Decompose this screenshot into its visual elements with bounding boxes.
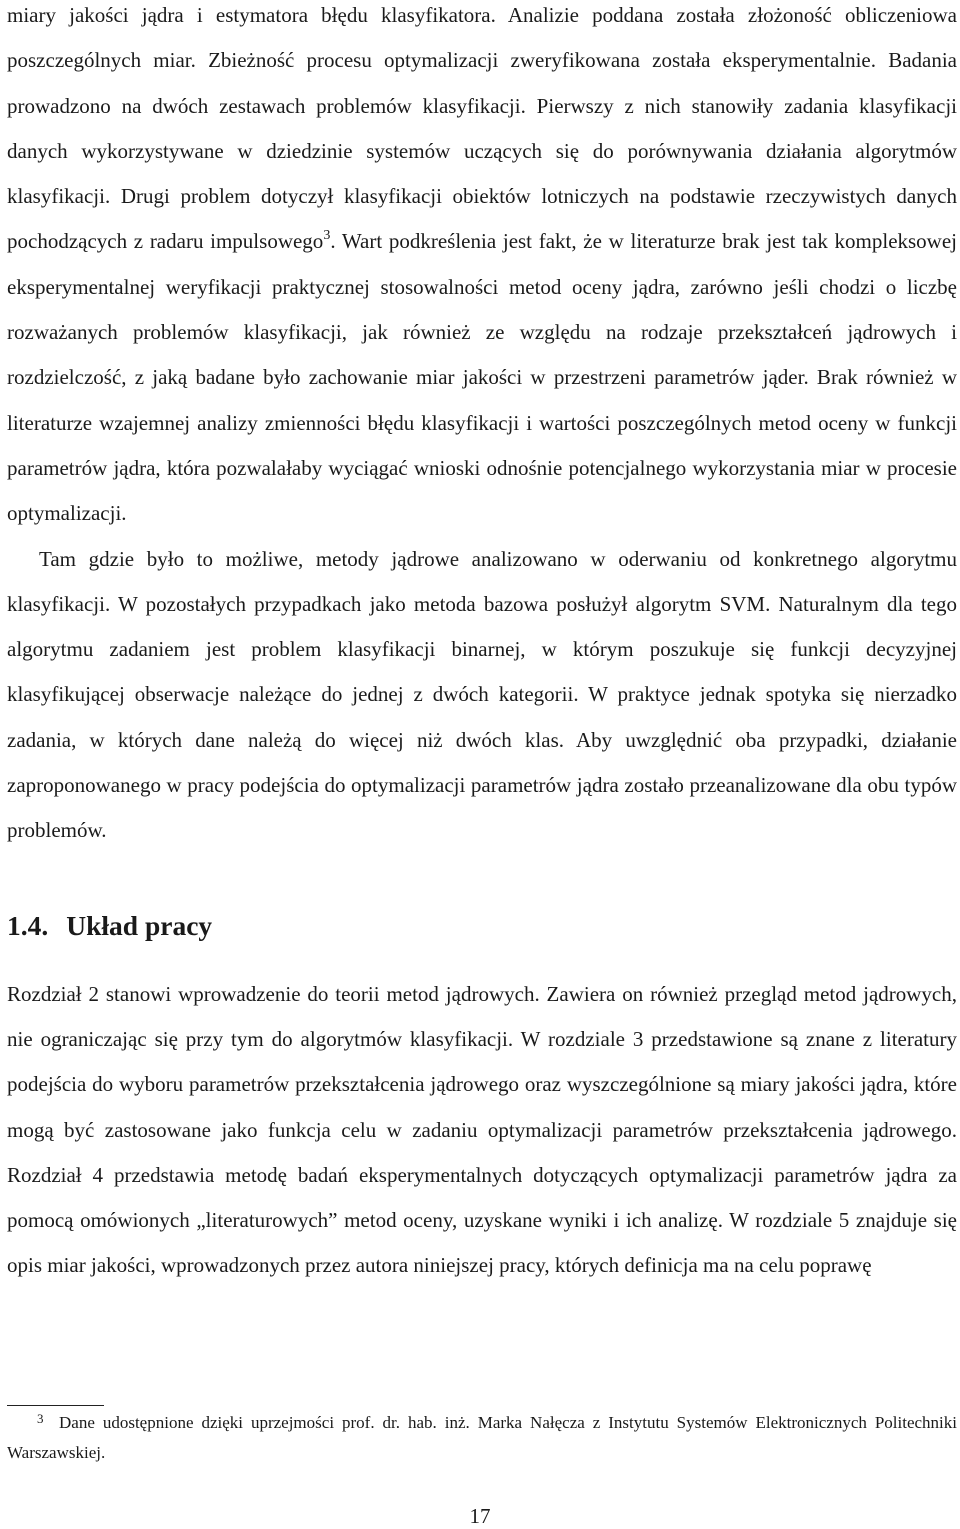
footnote: 3 Dane udostępnione dzięki uprzejmości prof. dr. hab. inż. Marka Nałęcza z Instytutu Systemów Elektronicznych Politechniki Warszawskiej.	[7, 1411, 957, 1462]
paragraph-text-continued: . Wart podkreślenia jest fakt, że w literaturze brak jest tak kompleksowej eksperymentalnej weryfikacji praktycznej stosowalności metod oceny jądra, zarówno jeśli chodzi o liczbę rozważanych problemów klasyfikacji, jak również ze względu na rodzaje przekształceń jądrowych i rozdzielczość, z jaką badane było zachowanie miar jakości w przestrzeni parametrów jąder. Brak również w literaturze wzajemnej analizy zmienności błędu klasyfikacji i wartości poszczególnych metod oceny w funkcji parametrów jądra, która pozwalałaby wyciągać wnioski odnośnie potencjalnego wykorzystania miar w procesie optymalizacji.	[7, 229, 958, 526]
paragraph-thesis-layout: Rozdział 2 stanowi wprowadzenie do teorii metod jądrowych. Zawiera on również przegląd metod jądrowych, nie ograniczając się przy tym do algorytmów klasyfikacji. W rozdziale 3 przedstawione są znane z literatury podejścia do wyboru parametrów przekształcenia jądrowego oraz wyszczególnione są miary jakości jądra, które mogą być zastosowane jako funkcja celu w zadaniu optymalizacji parametrów przekształcenia jądrowego. Rozdział 4 przedstawia metodę badań eksperymentalnych dotyczących optymalizacji parametrów jądra za pomocą omówionych „literaturowych” metod oceny, uzyskane wyniki i ich analizę. W rozdziale 5 znajduje się opis miar jakości, wprowadzonych przez autora niniejszej pracy, których definicja ma na celu poprawę	[7, 981, 957, 1278]
section-title: Układ pracy	[66, 909, 213, 941]
paragraph-text: miary jakości jądra i estymatora błędu klasyfikatora. Analizie poddana została złożoność obliczeniowa poszczególnych miar. Zbieżność procesu optymalizacji zweryfikowana została eksperymentalnie. Badania prowadzono na dwóch zestawach problemów klasyfikacji. Pierwszy z nich stanowiły zadania klasyfikacji danych wykorzystywane w dziedzinie systemów uczących się do porównywania działania algorytmów klasyfikacji. Drugi problem dotyczył klasyfikacji obiektów lotniczych na podstawie rzeczywistych danych pochodzących z radaru impulsowego	[7, 3, 957, 254]
page-number: 17	[469, 1504, 491, 1528]
page-body	[7, 0, 957, 1289]
paragraph-research-summary	[7, 0, 957, 537]
section-number: 1.4.	[7, 909, 49, 941]
section-heading	[7, 908, 957, 944]
footnote-text: Dane udostępnione dzięki uprzejmości prof. dr. hab. inż. Marka Nałęcza z Instytutu Systemów Elektronicznych Politechniki Warszawskiej.	[7, 1413, 957, 1462]
footnote-reference[interactable]: 3	[323, 228, 331, 244]
paragraph-svm-approach: Tam gdzie było to możliwe, metody jądrowe analizowano w oderwaniu od konkretnego algorytmu klasyfikacji. W pozostałych przypadkach jako metoda bazowa posłużył algorytm SVM. Naturalnym dla tego algorytmu zadaniem jest problem klasyfikacji binarnej, w którym poszukuje się funkcji decyzyjnej klasyfikującej obserwacje należące do jednej z dwóch kategorii. W praktyce jednak spotyka się nierzadko zadania, w których dane należą do więcej niż dwóch klas. Aby uwzględnić oba przypadki, działanie zaproponowanego w pracy podejścia do optymalizacji parametrów jądra zostało przeanalizowane dla obu typów problemów.	[7, 546, 957, 843]
footnote-divider	[7, 1405, 104, 1406]
